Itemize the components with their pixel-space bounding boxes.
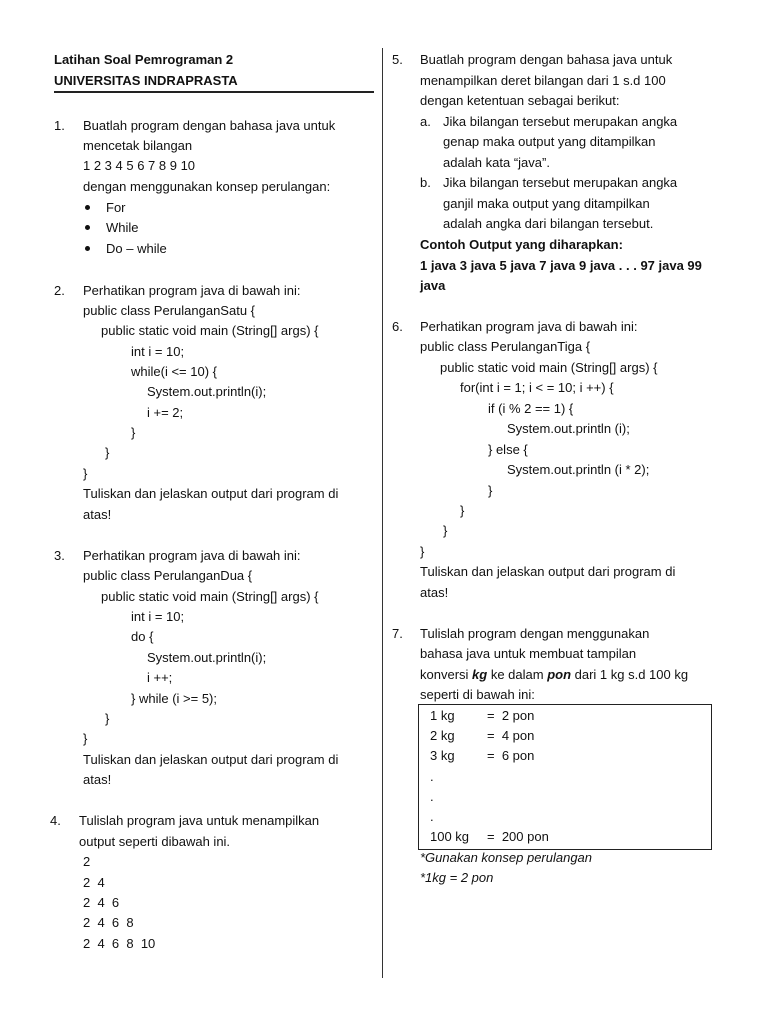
table-pon-cell: = 200 pon <box>487 829 549 844</box>
q5-example-title: Contoh Output yang diharapkan: <box>420 237 623 252</box>
q1-line: 1 2 3 4 5 6 7 8 9 10 <box>83 158 196 173</box>
table-ellipsis: . <box>430 769 434 784</box>
bullet-icon <box>85 246 90 251</box>
q7-line: seperti di bawah ini: <box>420 687 535 702</box>
q6-intro: Perhatikan program java di bawah ini: <box>420 319 638 334</box>
header-rule <box>54 91 374 93</box>
code-line: System.out.println (i * 2); <box>507 462 650 477</box>
code-line: public static void main (String[] args) { <box>101 589 319 604</box>
q4-line: output seperti dibawah ini. <box>79 834 231 849</box>
q7-kg-term: kg <box>472 667 488 682</box>
code-line: public static void main (String[] args) { <box>101 323 319 338</box>
q4-output-line: 2 4 6 <box>83 895 120 910</box>
q4-line: Tulislah program java untuk menampilkan <box>79 813 320 828</box>
q7-pon-term: pon <box>547 667 572 682</box>
q3-number: 3. <box>54 548 65 563</box>
q6-number: 6. <box>392 319 403 334</box>
q4-output-line: 2 4 6 8 10 <box>83 936 156 951</box>
table-pon-cell: = 6 pon <box>487 748 535 763</box>
q7-text: dari 1 kg s.d 100 kg <box>571 667 689 682</box>
q7-line-conversion <box>420 665 688 685</box>
q5-number: 5. <box>392 52 403 67</box>
code-line: } <box>83 466 88 481</box>
code-line: } <box>488 483 493 498</box>
code-line: } <box>460 503 465 518</box>
q6-question: Tuliskan dan jelaskan output dari program di <box>420 564 676 579</box>
code-line: System.out.println(i); <box>147 650 267 665</box>
code-line: } <box>105 711 110 726</box>
table-kg-cell: 2 kg <box>430 728 455 743</box>
q7-line: bahasa java untuk membuat tampilan <box>420 646 637 661</box>
q4-output-line: 2 4 6 8 <box>83 915 134 930</box>
code-line: public class PerulanganTiga { <box>420 339 591 354</box>
code-line: } <box>443 523 448 538</box>
code-line: int i = 10; <box>131 609 185 624</box>
code-line: public static void main (String[] args) { <box>440 360 658 375</box>
q2-number: 2. <box>54 283 65 298</box>
table-kg-cell: 1 kg <box>430 708 455 723</box>
bullet-icon <box>85 205 90 210</box>
q5-a-line: genap maka output yang ditampilkan <box>443 134 656 149</box>
code-line: } <box>131 425 136 440</box>
code-line: if (i % 2 == 1) { <box>488 401 574 416</box>
q7-note: *1kg = 2 pon <box>420 870 494 885</box>
code-line: } else { <box>488 442 528 457</box>
code-line: for(int i = 1; i < = 10; i ++) { <box>460 380 614 395</box>
q3-question: Tuliskan dan jelaskan output dari program di <box>83 752 339 767</box>
q1-line: mencetak bilangan <box>83 138 193 153</box>
code-line: i += 2; <box>147 405 184 420</box>
q1-line: Buatlah program dengan bahasa java untuk <box>83 118 336 133</box>
code-line: int i = 10; <box>131 344 185 359</box>
q2-question: atas! <box>83 507 112 522</box>
table-pon-cell: = 2 pon <box>487 708 535 723</box>
table-kg-cell: 3 kg <box>430 748 455 763</box>
q7-text: ke dalam <box>487 667 548 682</box>
code-line: } <box>420 544 425 559</box>
q5-a-label: a. <box>420 114 431 129</box>
q2-question: Tuliskan dan jelaskan output dari program di <box>83 486 339 501</box>
q5-line: dengan ketentuan sebagai berikut: <box>420 93 620 108</box>
code-line: while(i <= 10) { <box>131 364 217 379</box>
q1-bullet-item: For <box>106 200 126 215</box>
q5-line: Buatlah program dengan bahasa java untuk <box>420 52 673 67</box>
q3-question: atas! <box>83 772 112 787</box>
q7-number: 7. <box>392 626 403 641</box>
code-line: public class PerulanganSatu { <box>83 303 256 318</box>
q5-b-line: adalah angka dari bilangan tersebut. <box>443 216 654 231</box>
q3-intro: Perhatikan program java di bawah ini: <box>83 548 301 563</box>
q2-intro: Perhatikan program java di bawah ini: <box>83 283 301 298</box>
q7-note: *Gunakan konsep perulangan <box>420 850 593 865</box>
code-line: do { <box>131 629 154 644</box>
q1-bullet-item: Do – while <box>106 241 167 256</box>
table-ellipsis: . <box>430 789 434 804</box>
q5-b-label: b. <box>420 175 431 190</box>
q4-output-line: 2 4 <box>83 875 105 890</box>
code-line: public class PerulanganDua { <box>83 568 253 583</box>
q7-line: Tulislah program dengan menggunakan <box>420 626 650 641</box>
table-pon-cell: = 4 pon <box>487 728 535 743</box>
q7-text: konversi <box>420 667 473 682</box>
q4-number: 4. <box>50 813 61 828</box>
code-line: System.out.println(i); <box>147 384 267 399</box>
table-kg-cell: 100 kg <box>430 829 470 844</box>
column-divider <box>382 48 383 978</box>
code-line: } while (i >= 5); <box>131 691 217 706</box>
q5-line: menampilkan deret bilangan dari 1 s.d 100 <box>420 73 666 88</box>
code-line: System.out.println (i); <box>507 421 630 436</box>
university-name: UNIVERSITAS INDRAPRASTA <box>54 73 238 88</box>
q1-line: dengan menggunakan konsep perulangan: <box>83 179 331 194</box>
q6-question: atas! <box>420 585 449 600</box>
q5-example-line: java <box>420 278 446 293</box>
q1-bullet-item: While <box>106 220 139 235</box>
bullet-icon <box>85 225 90 230</box>
q1-number: 1. <box>54 118 65 133</box>
table-ellipsis: . <box>430 809 434 824</box>
code-line: } <box>83 731 88 746</box>
q5-a-line: Jika bilangan tersebut merupakan angka <box>443 114 678 129</box>
q5-example-line: 1 java 3 java 5 java 7 java 9 java . . . 97 java 99 <box>420 258 702 273</box>
q4-output-line: 2 <box>83 854 91 869</box>
code-line: } <box>105 445 110 460</box>
q5-b-line: Jika bilangan tersebut merupakan angka <box>443 175 678 190</box>
code-line: i ++; <box>147 670 173 685</box>
q5-b-line: ganjil maka output yang ditampilkan <box>443 196 650 211</box>
course-title: Latihan Soal Pemrograman 2 <box>54 52 234 67</box>
q5-a-line: adalah kata “java”. <box>443 155 550 170</box>
